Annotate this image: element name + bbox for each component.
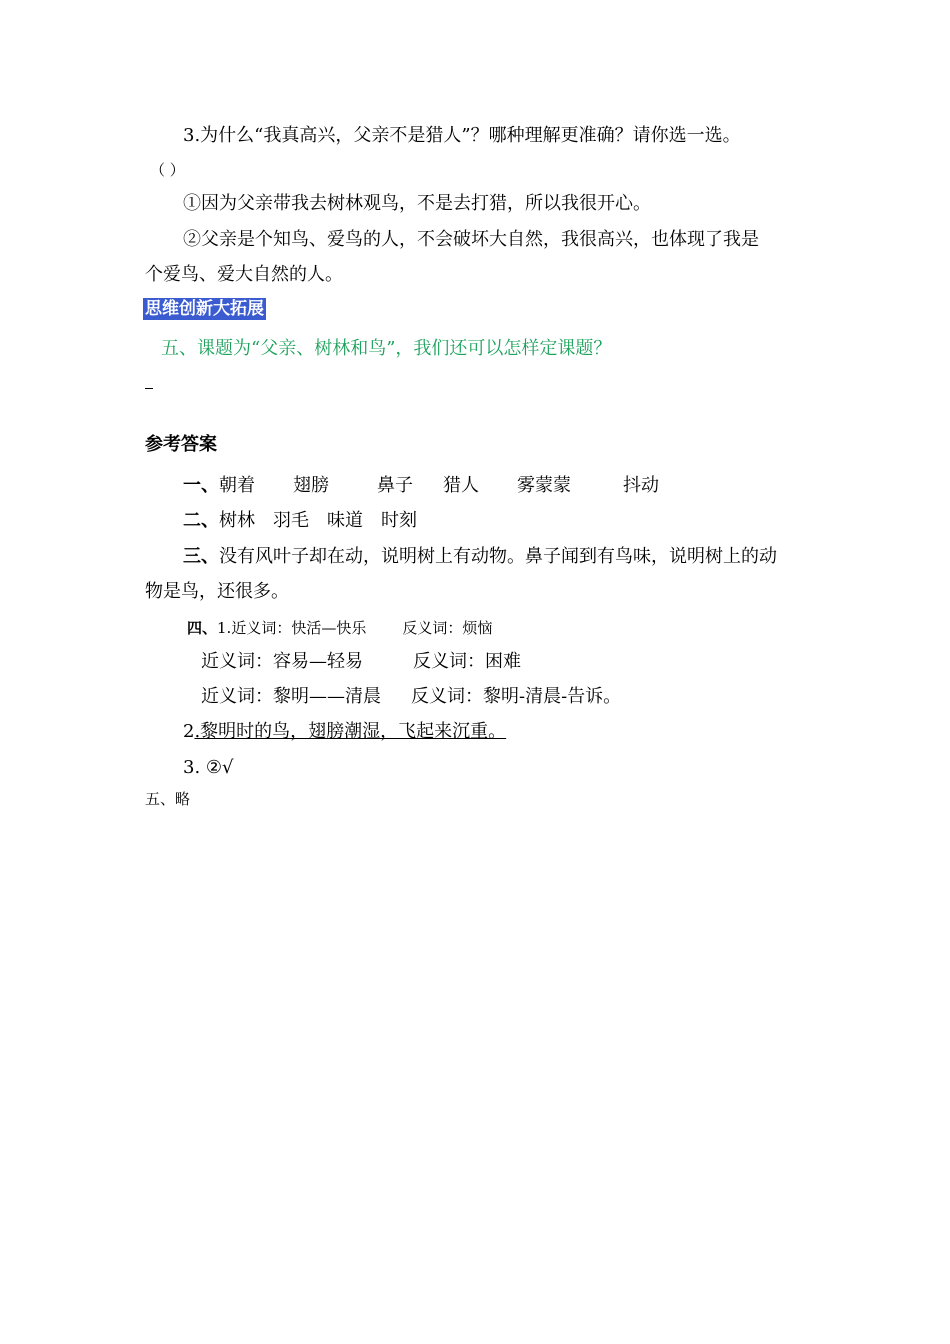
answer-4-synonym: 近义词：容易—轻易 (201, 651, 363, 672)
answer-1-label: 一、 (183, 475, 219, 496)
answer-2-word: 羽毛 (273, 510, 309, 531)
answers-heading: 参考答案 (145, 434, 217, 455)
answer-3-line1 (183, 545, 777, 569)
answer-2-label: 二、 (183, 510, 219, 531)
answer-1 (183, 474, 659, 498)
question3-option2-line2: 个爱鸟、爱大自然的人。 (145, 264, 343, 285)
question5-prompt: 五、课题为“父亲、树林和鸟”，我们还可以怎样定课题？ (161, 338, 612, 359)
answer-4-item2-number: 2 (183, 721, 195, 742)
answer-2-word: 树林 (219, 510, 255, 531)
answer-1-word: 雾蒙蒙 (517, 475, 571, 496)
answer-4-item3: 3. ②√ (183, 757, 234, 778)
answer-3-text: 没有风叶子却在动，说明树上有动物。鼻子闻到有鸟味，说明树上的动 (219, 546, 777, 567)
answer-bracket: （ ） (150, 161, 185, 179)
answer-4-item2-text: .黎明时的鸟，翅膀潮湿，飞起来沉重。 (194, 721, 507, 742)
answer-2-word: 味道 (327, 510, 363, 531)
answer-4-label: 四、 (187, 619, 218, 637)
answer-blank-line (145, 388, 153, 389)
answer-1-word: 朝着 (219, 475, 255, 496)
answer-1-word: 猎人 (443, 475, 479, 496)
section-banner (143, 297, 266, 321)
answer-3-label: 三、 (183, 546, 219, 567)
question3-stem: 3.为什么“我真高兴，父亲不是猎人”？哪种理解更准确？请你选一选。 (183, 125, 741, 146)
question3-option1: ①因为父亲带我去树林观鸟，不是去打猎，所以我很开心。 (183, 193, 651, 214)
answer-2-word: 时刻 (381, 510, 417, 531)
answer-4-row3 (201, 685, 621, 709)
section-banner-label: 思维创新大拓展 (145, 299, 264, 319)
answer-4-antonym: 反义词：黎明-清晨-告诉。 (411, 686, 622, 707)
answer-4-item2 (183, 720, 506, 744)
answer-4-antonym: 反义词：困难 (413, 651, 521, 672)
answer-4-synonym: 近义词：黎明——清晨 (201, 686, 381, 707)
answer-2 (183, 509, 417, 533)
answer-1-word: 鼻子 (377, 475, 413, 496)
answer-4-row1 (187, 616, 492, 640)
answer-4-row2 (201, 650, 521, 674)
answer-4-synonym: 1.近义词：快活—快乐 (217, 619, 367, 637)
answer-1-word: 抖动 (623, 475, 659, 496)
question3-option2-line1: ②父亲是个知鸟、爱鸟的人，不会破坏大自然，我很高兴，也体现了我是 (183, 229, 759, 250)
answer-4-antonym: 反义词：烦恼 (402, 619, 493, 637)
answer-3-line2: 物是鸟，还很多。 (145, 581, 289, 602)
answer-5: 五、略 (145, 790, 191, 808)
answer-1-word: 翅膀 (293, 475, 329, 496)
